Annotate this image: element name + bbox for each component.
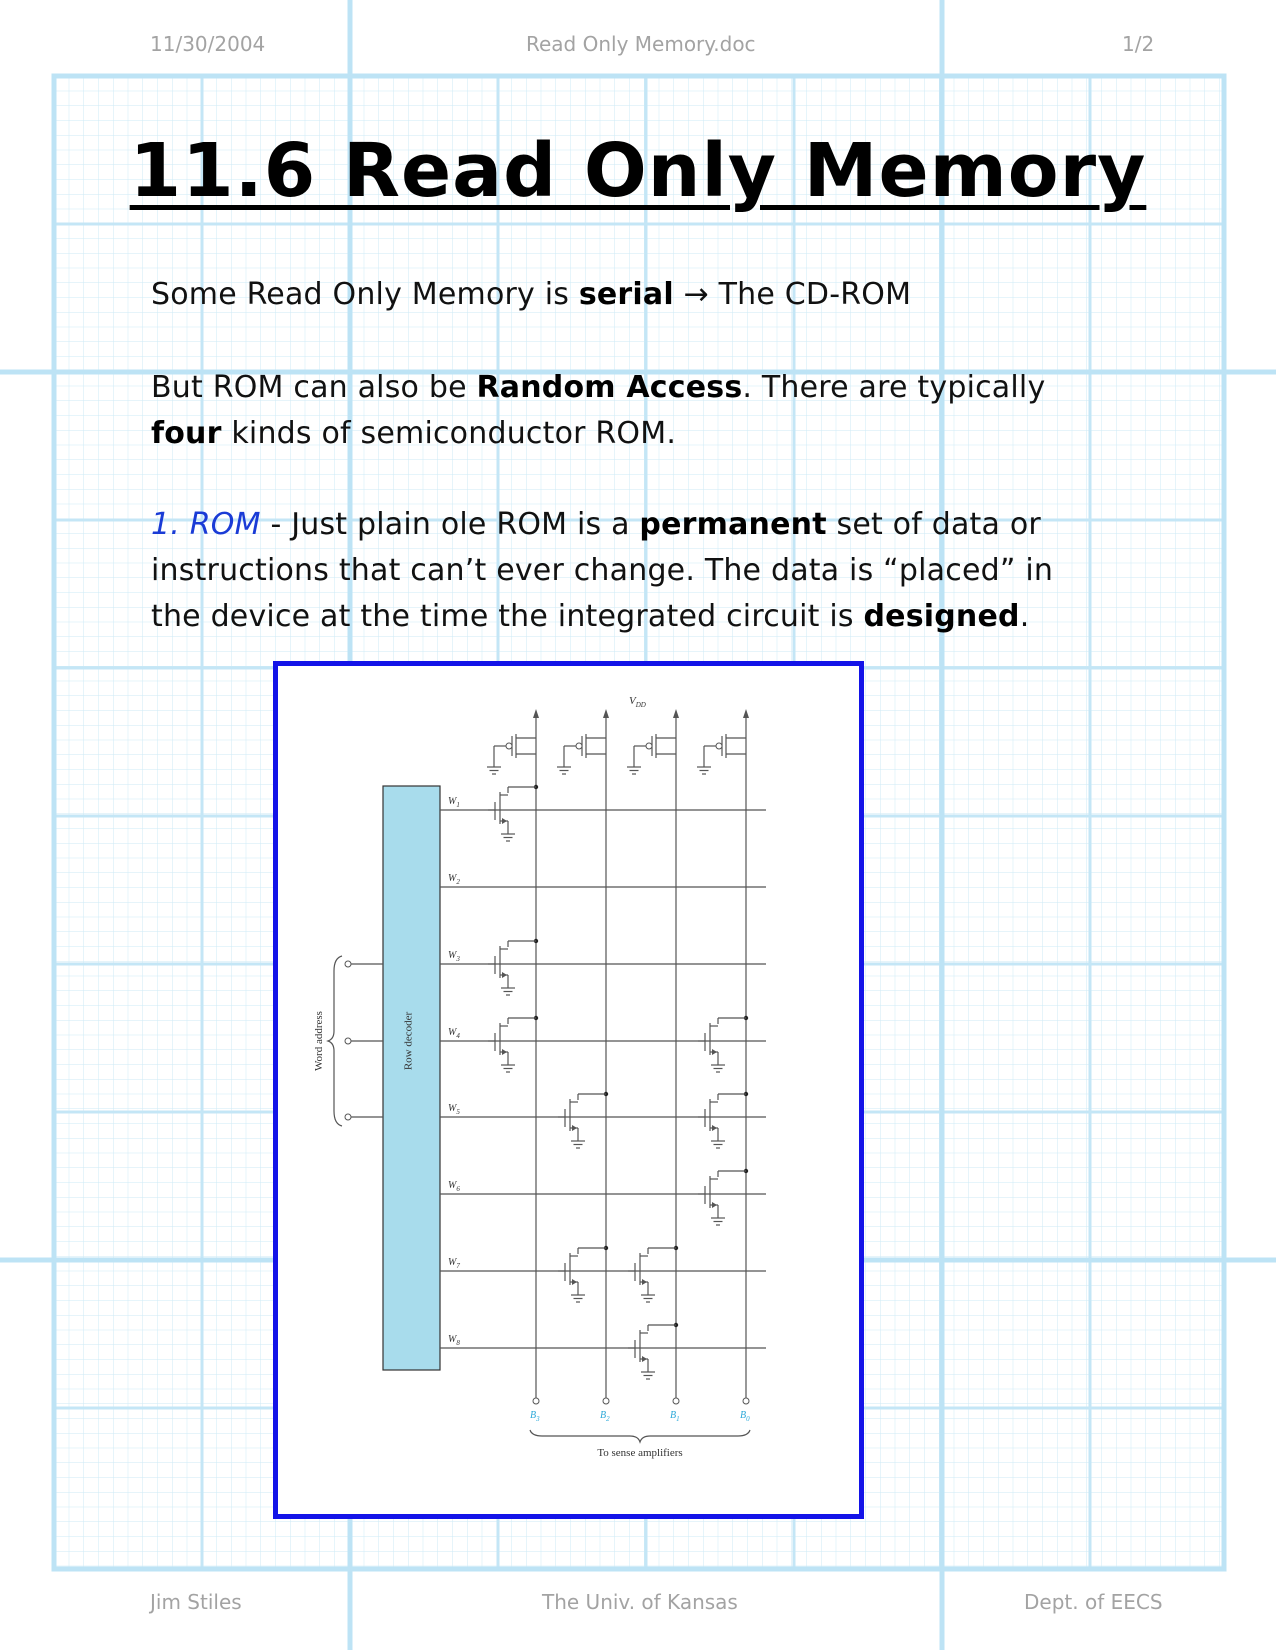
sense-amplifier-brace [530, 1430, 750, 1442]
p3-line-2: instructions that can’t ever change. The data is “placed” in [151, 553, 1054, 588]
page-title [0, 128, 1276, 214]
row-decoder-label: Row decoder [402, 1011, 415, 1071]
bit-line-label: $B_3$ [530, 1410, 540, 1423]
p2-text-3: kinds of semiconductor ROM. [221, 416, 677, 451]
bit-line-index: 1 [676, 1415, 680, 1423]
page-title-text: 11.6 Read Only Memory [129, 128, 1147, 214]
address-input-terminal [345, 1038, 351, 1044]
word-line-index: 3 [456, 955, 460, 963]
vdd-arrow [743, 709, 749, 718]
p3-text-2: set of data or [826, 507, 1041, 542]
p3-text-4: the device at the time the integrated circuit is [151, 599, 864, 634]
p3-text-1: - Just plain ole ROM is a [260, 507, 640, 542]
paragraph-serial [151, 272, 1151, 318]
p2-line-1 [151, 365, 1151, 411]
word-line-label-3: $W_3$ [448, 950, 460, 963]
p3-line-3 [151, 594, 1151, 640]
pmos-gate-bubble [716, 743, 722, 749]
bit-line-index: 0 [746, 1415, 750, 1423]
word-line-label-2: $W_2$ [448, 873, 460, 886]
rom-circuit-diagram [278, 666, 859, 1514]
word-line-index: 8 [456, 1339, 460, 1347]
nmos-arrow [642, 1356, 647, 1362]
rom-circuit-figure [273, 661, 864, 1519]
nmos-arrow [502, 1049, 507, 1055]
p3-line-1 [151, 502, 1151, 548]
p2-text-2: . There are typically [742, 370, 1046, 405]
bit-line-terminal [743, 1398, 749, 1404]
footer-department: Dept. of EECS [1024, 1590, 1163, 1614]
nmos-arrow [502, 972, 507, 978]
sense-amplifier-label: To sense amplifiers [597, 1447, 683, 1459]
nmos-arrow [712, 1125, 717, 1131]
word-address-label: Word address [313, 1011, 325, 1071]
bit-line-terminal [533, 1398, 539, 1404]
pmos-gate-bubble [506, 743, 512, 749]
p2-bold-random-access: Random Access [476, 370, 743, 405]
rom-item-label: 1. ROM [151, 507, 261, 542]
word-line-index: 4 [456, 1032, 460, 1040]
vdd-arrow [533, 709, 539, 718]
nmos-arrow [642, 1279, 647, 1285]
word-line-index: 5 [456, 1108, 460, 1116]
p3-bold-designed: designed [863, 599, 1020, 634]
header-date: 11/30/2004 [150, 32, 266, 56]
word-line-index: 6 [456, 1185, 460, 1193]
bit-line-label: $B_1$ [670, 1410, 680, 1423]
row-decoder-block [383, 786, 440, 1370]
word-line-label-4: $W_4$ [448, 1027, 460, 1040]
nmos-arrow [712, 1049, 717, 1055]
p3-text-5: . [1019, 599, 1030, 634]
word-line-index: 7 [456, 1262, 460, 1270]
address-input-terminal [345, 1114, 351, 1120]
bit-line-index: 3 [536, 1415, 540, 1423]
word-line-label-1: $W_1$ [448, 796, 460, 809]
vdd-arrow [673, 709, 679, 718]
paragraph-random-access [151, 365, 1151, 457]
p1-bold-serial: serial [578, 277, 674, 312]
address-input-terminal [345, 961, 351, 967]
bit-line-label: $B_2$ [600, 1410, 610, 1423]
nmos-arrow [572, 1125, 577, 1131]
pmos-gate-bubble [646, 743, 652, 749]
nmos-arrow [572, 1279, 577, 1285]
p3-bold-permanent: permanent [639, 507, 827, 542]
bit-line-index: 2 [606, 1415, 610, 1423]
word-line-label-7: $W_7$ [448, 1257, 460, 1270]
p1-text-2: → The CD-ROM [673, 277, 912, 312]
p1-text-1: Some Read Only Memory is [151, 277, 579, 312]
bit-line-terminal [603, 1398, 609, 1404]
pmos-gate-bubble [576, 743, 582, 749]
word-line-label-6: $W_6$ [448, 1180, 460, 1193]
word-line-label-8: $W_8$ [448, 1334, 460, 1347]
paragraph-rom-definition [151, 502, 1151, 640]
word-address-brace [328, 956, 342, 1126]
vdd-arrow [603, 709, 609, 718]
header-filename: Read Only Memory.doc [526, 32, 756, 56]
p2-bold-four: four [151, 416, 222, 451]
footer-university: The Univ. of Kansas [542, 1590, 738, 1614]
header-page-number: 1/2 [1122, 32, 1155, 56]
p2-line-2 [151, 411, 1151, 457]
word-line-index: 2 [456, 878, 460, 886]
word-line-label-5: $W_5$ [448, 1103, 460, 1116]
nmos-arrow [712, 1202, 717, 1208]
p2-text-1: But ROM can also be [151, 370, 477, 405]
bit-line-terminal [673, 1398, 679, 1404]
bit-line-label: $B_0$ [740, 1410, 750, 1423]
vdd-subscript: DD [635, 701, 646, 709]
vdd-label: $V_{DD}$ [629, 695, 646, 709]
nmos-arrow [502, 818, 507, 824]
footer-author: Jim Stiles [150, 1590, 242, 1614]
word-line-index: 1 [456, 801, 460, 809]
